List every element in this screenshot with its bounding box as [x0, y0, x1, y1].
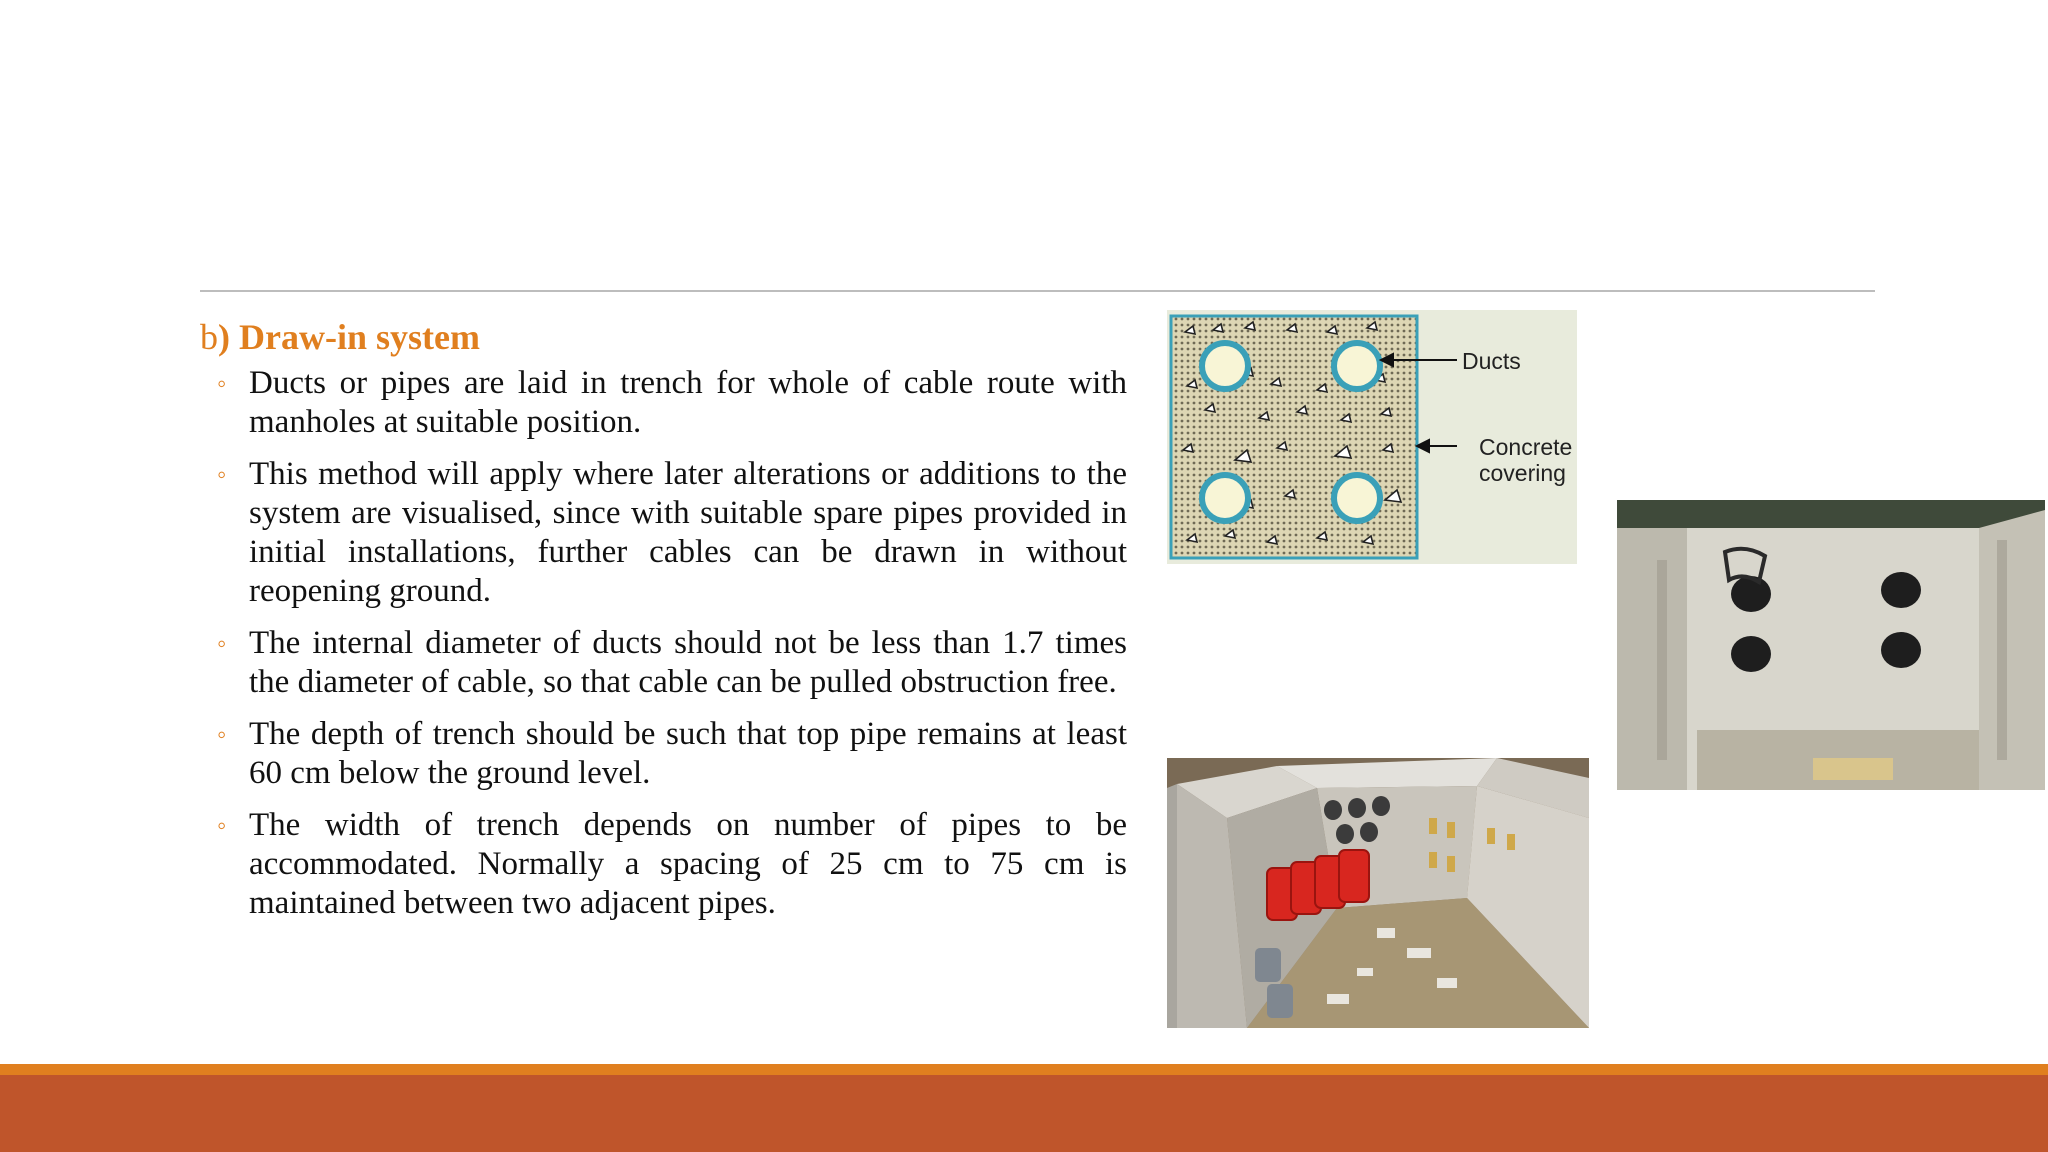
bullet-circle-icon: ◦: [217, 629, 227, 658]
footer-bar: [0, 1075, 2048, 1152]
heading-title: ) Draw-in system: [218, 317, 480, 357]
bullet-text: The internal diameter of ducts should not be less than 1.7 times the diameter of cable, so that cable can be pulled obstruction free.: [249, 625, 1127, 700]
bullet-circle-icon: ◦: [217, 811, 227, 840]
concrete-pit-photo: [1167, 758, 1589, 1028]
bullet-circle-icon: ◦: [217, 369, 227, 398]
bullet-circle-icon: ◦: [217, 460, 227, 489]
bullet-text: Ducts or pipes are laid in trench for whole of cable route with manholes at suitable position.: [249, 365, 1127, 440]
concrete-pit-image: [1167, 758, 1589, 1028]
duct-cross-section-diagram: [1167, 310, 1577, 564]
concrete-label-line1: Concrete: [1479, 434, 1573, 460]
bullet-text: This method will apply where later alterations or additions to the system are visualised, since with suitable spare pipes provided in initial installations, further cables can be drawn in without reopening ground.: [249, 456, 1127, 609]
manhole-photo: [1617, 500, 2045, 790]
bullet-text: The width of trench depends on number of pipes to be accommodated. Normally a spacing of 25 cm to 75 cm is maintained between two adjacent pipes.: [249, 807, 1127, 921]
section-heading: [200, 316, 480, 358]
bullet-item: [215, 455, 1127, 611]
bullet-item: [215, 715, 1127, 793]
bullet-text: The depth of trench should be such that top pipe remains at least 60 cm below the ground level.: [249, 716, 1127, 791]
bullet-item: [215, 806, 1127, 923]
bullet-item: [215, 624, 1127, 702]
bullet-list: [215, 364, 1127, 936]
ducts-label: Ducts: [1462, 348, 1521, 374]
bullet-circle-icon: ◦: [217, 720, 227, 749]
header-divider: [200, 290, 1875, 292]
concrete-label-line2: covering: [1479, 460, 1566, 486]
bullet-item: [215, 364, 1127, 442]
heading-prefix: b: [200, 317, 218, 357]
footer-accent-stripe: [0, 1064, 2048, 1075]
manhole-image: [1617, 500, 2045, 790]
